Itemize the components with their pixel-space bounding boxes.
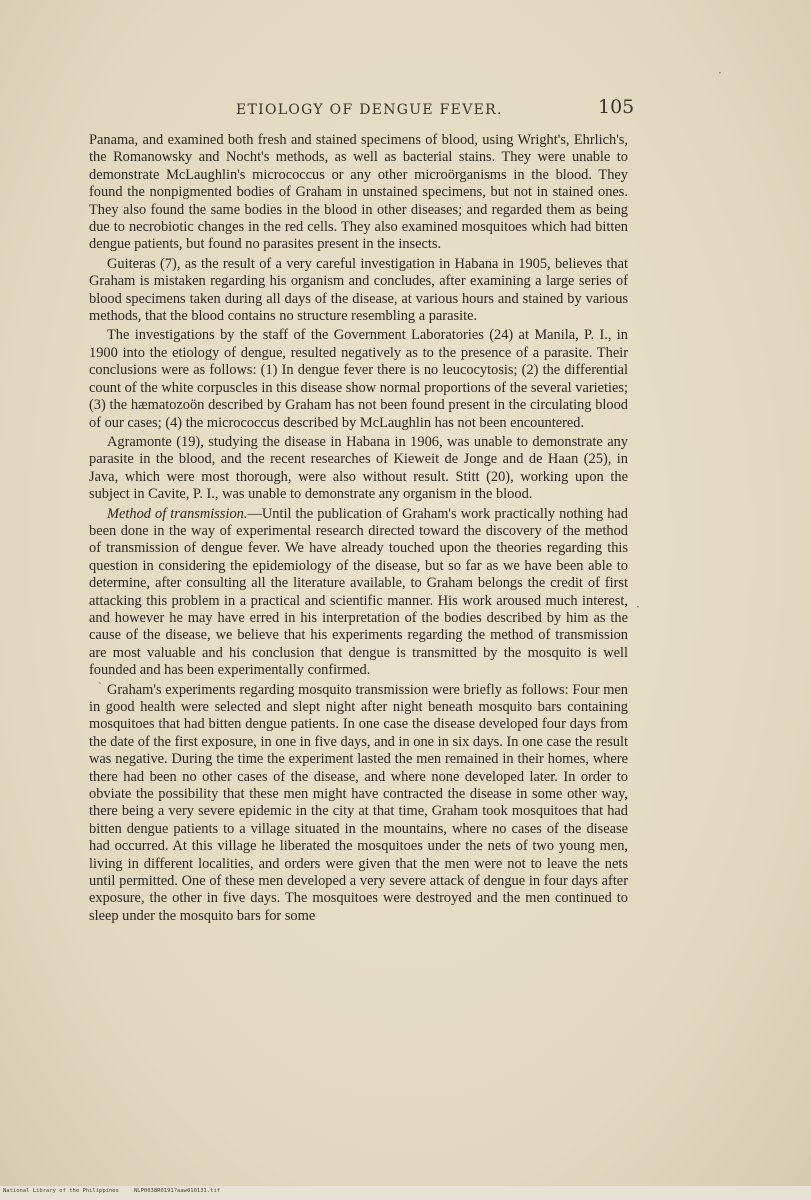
margin-tick: ˋ — [98, 680, 102, 693]
running-title: ETIOLOGY OF DENGUE FEVER. — [236, 102, 503, 118]
footer-library: National Library of the Philippines — [3, 1188, 119, 1194]
scan-footer — [0, 1188, 811, 1198]
paragraph-government-laboratories: The investigations by the staff of the Government Laboratories (24) at Manila, P. I., in 1900 into the etiology of dengue, resulted negatively as to the presence of a parasite. Their conclusions were as follows: (1) In dengue fever there is no leucocytosis; (2) the differential count of the white corpuscles in this disease show normal proportions of the several varieties; (3) the hæmatozoön described by Graham has not been found present in the circulating blood of our cases; (4) the micrococcus described by McLaughlin has not been encountered. — [89, 327, 628, 431]
paragraph-agramonte: Agramonte (19), studying the disease in Habana in 1906, was unable to demonstrate any parasite in the blood, and the recent researches of Kieweit de Jonge and de Haan (25), in Java, which were most thorough, were also without result. Stitt (20), working upon the subject in Cavite, P. I., was unable to demonstrate any organism in the blood. — [89, 433, 628, 503]
speck-mark: · — [718, 66, 722, 80]
speck-mark: · — [636, 600, 640, 614]
footer-file: NLP0038R0191?aaw010131.tif — [134, 1188, 221, 1194]
graham-experiments-text: Graham's experiments regarding mosquito transmission were briefly as follows: Four men in good health were selected and slept night after night beneath mosquito bars containing mosquitoes that had bitten dengue patients. In one case the disease developed four days from the date of the first exposure, in one in five days, and in one in six days. In one case the result was negative. During the time the experiment lasted the men remained in their homes, where there had been no other cases of the disease, and where none developed later. In order to obviate the possibility that these men might have contracted the disease in some other way, there being a very severe epidemic in the city at that time, Graham took mosquitoes that had bitten dengue patients to a village situated in the mountains, where no cases of the disease had occurred. At this village he liberated the mosquitoes under the nets of two young men, living in different localities, and orders were given that the men were not to leave the nets until permitted. One of these men developed a very severe attack of dengue in four days after exposure, the other in five days. The mosquitoes were destroyed and the men continued to sleep under the mosquito bars for some — [89, 681, 628, 924]
paragraph-method-of-transmission — [89, 506, 628, 680]
page-header — [0, 96, 811, 120]
paragraph-graham-experiments — [89, 682, 628, 926]
method-paragraph-text: —Until the publication of Graham's work practically nothing had been done in the way of experimental research directed toward the discovery of the method of transmission of dengue fever. We have already touched upon the theories regarding this question in considering the epidemiology of the disease, but so far as we have been able to determine, after consulting all the literature available, to Graham belongs the credit of first attacking this problem in a practical and scientific manner. His work aroused much interest, and however he may have erred in his interpretation of the bodies described by him as the cause of the disease, we believe that his experiments regarding the method of transmission are most valuable and his conclusion that dengue is transmitted by the mosquito is well founded and has been experimentally confirmed. — [89, 505, 628, 679]
paragraph-continued: Panama, and examined both fresh and stained specimens of blood, using Wright's, Ehrlich's, the Romanowsky and Nocht's methods, as well as bacterial stains. They were unable to demonstrate McLaughlin's micrococcus or any other microörganisms in the blood. They found the nonpigmented bodies of Graham in unstained specimens, but not in stained ones. They also found the same bodies in the blood in other diseases; and regarded them as being due to necrobiotic changes in the red cells. They also examined mosquitoes which had bitten dengue patients, but found no parasites present in the insects. — [89, 132, 628, 253]
paragraph-guiteras: Guiteras (7), as the result of a very careful investigation in Habana in 1905, believes that Graham is mistaken regarding his organism and concludes, after examining a large series of blood specimens taken during all days of the disease, at various hours and stained by various methods, that the blood contains no structure resembling a parasite. — [89, 255, 628, 325]
section-heading: Method of transmission. — [107, 505, 248, 522]
body-text — [89, 132, 628, 927]
page-number: 105 — [598, 96, 635, 118]
